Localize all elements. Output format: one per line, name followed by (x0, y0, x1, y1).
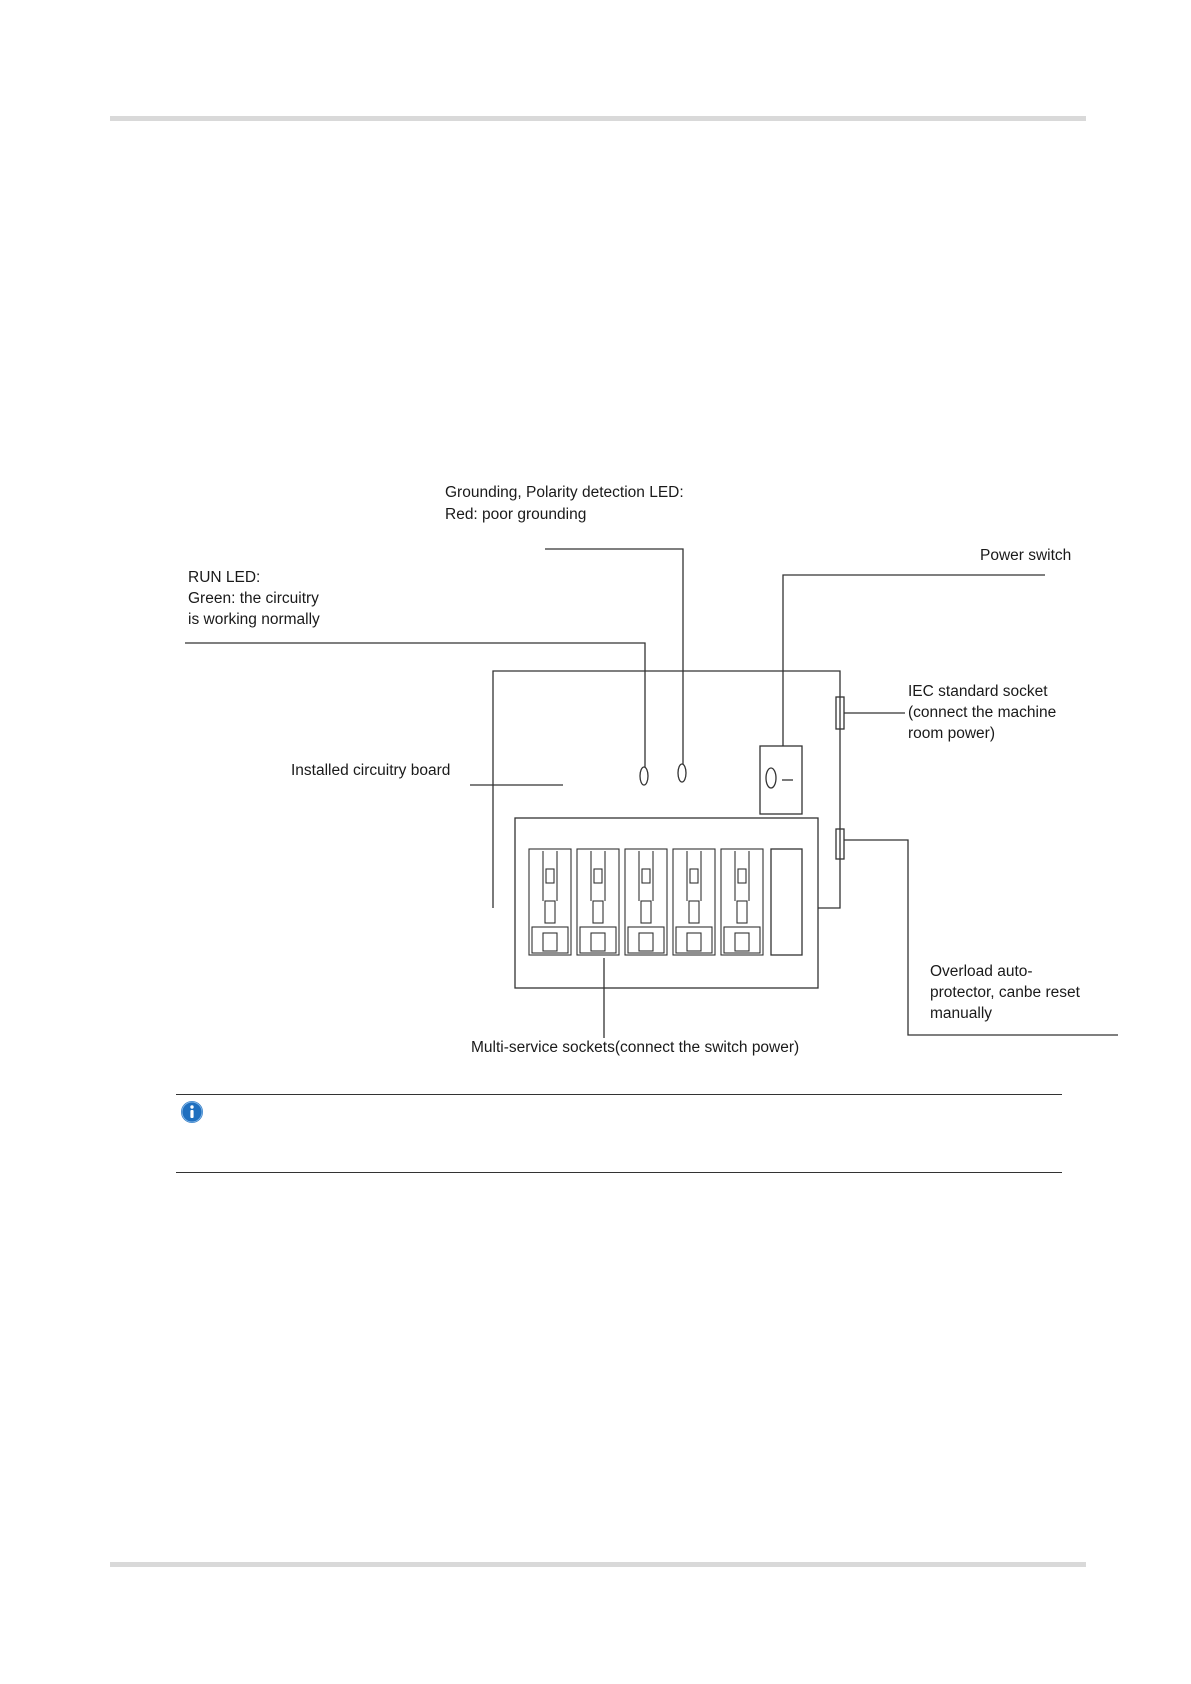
sockets-label: Multi-service sockets(connect the switch power) (471, 1039, 800, 1056)
overload-label-line3: manually (930, 1005, 993, 1022)
overload-label-line1: Overload auto- (930, 963, 1033, 980)
iec-label-line3: room power) (908, 725, 995, 742)
board-label: Installed circuitry board (291, 762, 451, 779)
outlet-module (721, 849, 763, 955)
run-led (640, 767, 648, 785)
outlet-module (577, 849, 619, 955)
iec-label-line2: (connect the machine (908, 704, 1057, 721)
footer-rule (110, 1562, 1086, 1567)
run-label-line2: Green: the circuitry (188, 590, 319, 607)
grounding-leader (545, 549, 683, 764)
outlet-module (625, 849, 667, 955)
power-switch-knob (766, 768, 776, 788)
note-top-rule (176, 1094, 1062, 1095)
run-label-line1: RUN LED: (188, 569, 261, 586)
info-icon (180, 1100, 204, 1124)
power-switch-label: Power switch (980, 547, 1072, 564)
run-label-line3: is working normally (188, 611, 320, 628)
iec-label-line1: IEC standard socket (908, 683, 1048, 700)
grounding-led (678, 764, 686, 782)
note-bottom-rule (176, 1172, 1062, 1173)
overload-label-line2: protector, canbe reset (930, 984, 1080, 1001)
grounding-label-line2: Red: poor grounding (445, 506, 587, 523)
blank-module (771, 849, 802, 955)
run-leader (185, 643, 645, 767)
outlet-module (529, 849, 571, 955)
outlet-module (673, 849, 715, 955)
grounding-label-line1: Grounding, Polarity detection LED: (445, 484, 684, 501)
